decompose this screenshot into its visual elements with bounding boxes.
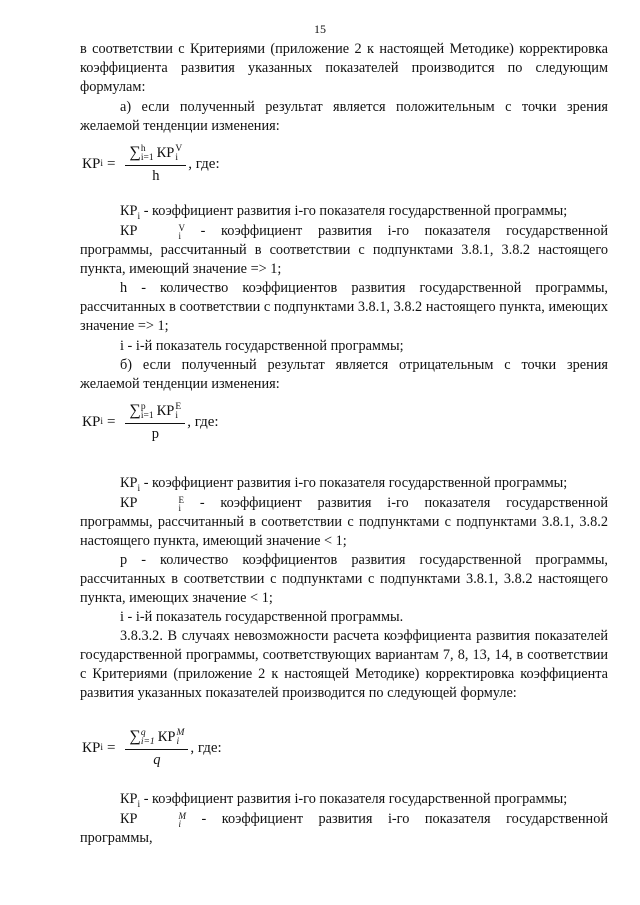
definition-h: h - количество коэффициентов развития государственной программы, рассчитанных в соответствии с подпунктами 3.8.1, 3.8.2 настоящего пункта, имеющих значение => 1; — [80, 280, 608, 334]
definition-kri: $КР_i$ - коэффициент развития i-го показателя государственной программы; — [120, 203, 568, 222]
definition-kri-2: $КР_i$ - коэффициент развития i-го показателя государственной программы; — [120, 475, 568, 494]
intro-paragraph: в соответствии с Критериями (приложение 2 к настоящей Методике) корректировка коэффициента развития указанных показателей производится по следующим формулам: — [80, 41, 608, 95]
fraction: ∑ q i=1 КР M i q — [125, 728, 188, 769]
definition-krie: КР E i - коэффициент развития i-го показателя государственной программы, рассчитанный в соответствии с подпунктами с подпунктами 3.8.1, 3.8.2 настоящего пункта, имеющий значение < 1; — [80, 494, 608, 549]
section-3-8-3-2: 3.8.3.2. В случаях невозможности расчета коэффициента развития показателей государственной программы, соответствующих вариантам 7, 8, 13, 14, в соответствии с Критериями (приложение 2 к настоящей Методике) корректировка коэффициента развития указанных показателей производится по следующей формуле: — [80, 628, 608, 701]
fraction: ∑ h i=1 КР V i h — [125, 144, 186, 185]
definition-kri-3: $КР_i$ - коэффициент развития i-го показателя государственной программы; — [120, 791, 568, 810]
definition-krim: КР M i - коэффициент развития i-го показателя государственной программы, — [80, 810, 608, 846]
page-number: 15 — [314, 22, 326, 36]
formula-negative: КР i = ∑ p i=1 КР E i p , где: — [82, 401, 219, 442]
definition-i-2: i - i-й показатель государственной программы. — [120, 609, 404, 625]
fraction: ∑ p i=1 КР E i p — [125, 402, 185, 443]
formula-positive: КР i = ∑ h i=1 КР V i h , где: — [82, 143, 220, 184]
formula-impossible: КР i = ∑ q i=1 КР M i q , где: — [82, 727, 222, 768]
case-b-paragraph: б) если полученный результат является отрицательным с точки зрения желаемой тенденции изменения: — [80, 357, 608, 392]
definition-p: p - количество коэффициентов развития государственной программы, рассчитанных в соответствии с подпунктами с подпунктами 3.8.1, 3.8.2 настоящего пункта, имеющих значение < 1; — [80, 552, 608, 606]
definition-kriv: КР V i - коэффициент развития i-го показателя государственной программы, рассчитанный в соответствии с подпунктами 3.8.1, 3.8.2 настоящего пункта, имеющий значение => 1; — [80, 222, 608, 277]
case-a-paragraph: а) если полученный результат является положительным с точки зрения желаемой тенденции изменения: — [80, 99, 608, 134]
definition-i: i - i-й показатель государственной программы; — [120, 338, 404, 354]
